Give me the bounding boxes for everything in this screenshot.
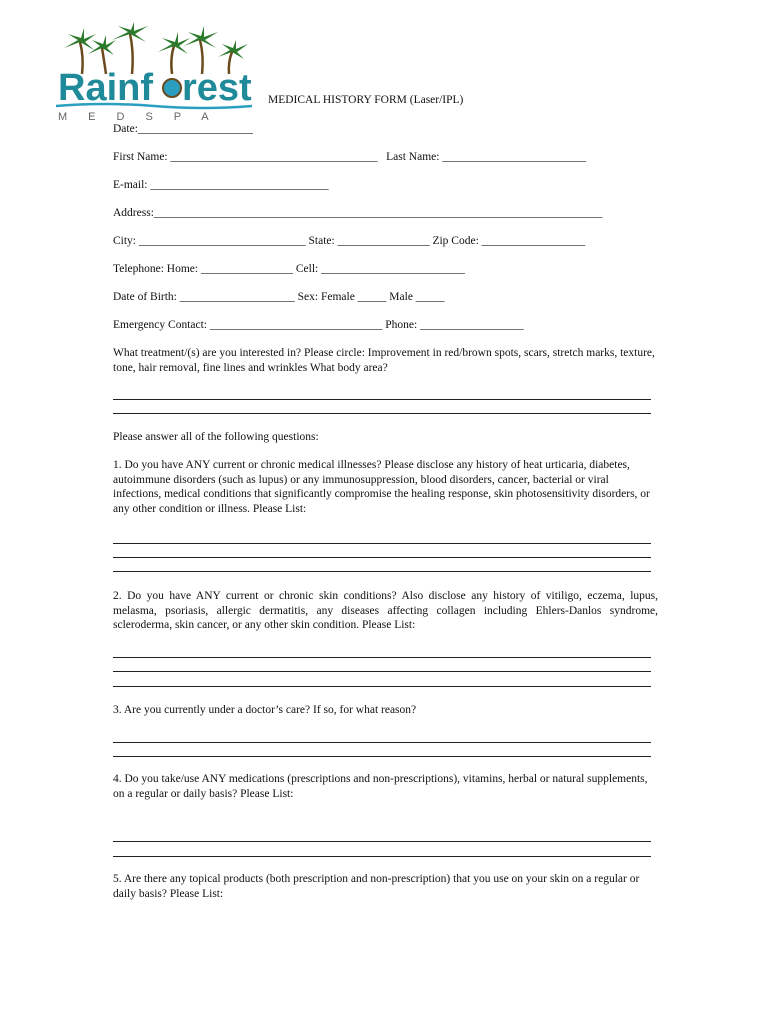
name-fields[interactable]: First Name: ____________________________________ Last Name: _________________________ <box>113 151 587 163</box>
answer-line[interactable] <box>113 399 651 400</box>
question-3: 3. Are you currently under a doctor’s care? If so, for what reason? <box>113 704 417 716</box>
answer-line[interactable] <box>113 557 651 558</box>
logo-word: Rainf <box>58 67 153 109</box>
rainforest-logo <box>54 22 254 122</box>
answer-line[interactable] <box>113 543 651 544</box>
page-title: MEDICAL HISTORY FORM (Laser/IPL) <box>268 94 464 106</box>
answer-line[interactable] <box>113 756 651 757</box>
question-5: 5. Are there any topical products (both prescription and non-prescription) that you use on your skin on a regular or daily basis? Please List: <box>113 873 640 900</box>
answer-line[interactable] <box>113 686 651 687</box>
answer-line[interactable] <box>113 841 651 842</box>
emergency-contact-fields[interactable]: Emergency Contact: ______________________________ Phone: __________________ <box>113 319 524 331</box>
question-2: 2. Do you have ANY current or chronic skin conditions? Also disclose any history of vitiligo, eczema, lupus, melasma, psoriasis, allergic dermatitis, any diseases affecting collagen including Ehlers-Danlos syndrome, scleroderma, skin cancer, or any other skin condition. Please List: <box>113 590 658 632</box>
question-4: 4. Do you take/use ANY medications (prescriptions and non-prescriptions), vitamins, herbal or natural supplements, on a regular or daily basis? Please List: <box>113 773 648 800</box>
instructions: Please answer all of the following questions: <box>113 431 319 443</box>
answer-line[interactable] <box>113 657 651 658</box>
answer-line[interactable] <box>113 571 651 572</box>
answer-line[interactable] <box>113 856 651 857</box>
svg-text:rest: rest <box>182 67 252 109</box>
answer-line[interactable] <box>113 413 651 414</box>
answer-line[interactable] <box>113 671 651 672</box>
date-field[interactable]: Date:____________________ <box>113 123 253 135</box>
address-field[interactable]: Address:______________________________________________________________________________ <box>113 207 603 219</box>
logo-sub: MEDSPA <box>58 111 230 122</box>
question-1: 1. Do you have ANY current or chronic medical illnesses? Please disclose any history of heat urticaria, diabetes, autoimmune disorders (such as lupus) or any immunosuppression, blood disorders, cancer, bacterial or viral infections, medical conditions that significantly compromise the healing response, skin photosensitivity disorders, or any other condition or illness. Please List: <box>113 459 650 515</box>
telephone-fields[interactable]: Telephone: Home: ________________ Cell: _________________________ <box>113 263 465 275</box>
city-state-zip-fields[interactable]: City: _____________________________ State: ________________ Zip Code: __________________ <box>113 235 586 247</box>
email-field[interactable]: E-mail: _______________________________ <box>113 179 329 191</box>
treatment-question: What treatment/(s) are you interested in? Please circle: Improvement in red/brown spots, scars, stretch marks, texture, tone, hair removal, fine lines and wrinkles What body area? <box>113 347 655 374</box>
answer-line[interactable] <box>113 742 651 743</box>
dob-sex-fields[interactable]: Date of Birth: ____________________ Sex: Female _____ Male _____ <box>113 291 445 303</box>
